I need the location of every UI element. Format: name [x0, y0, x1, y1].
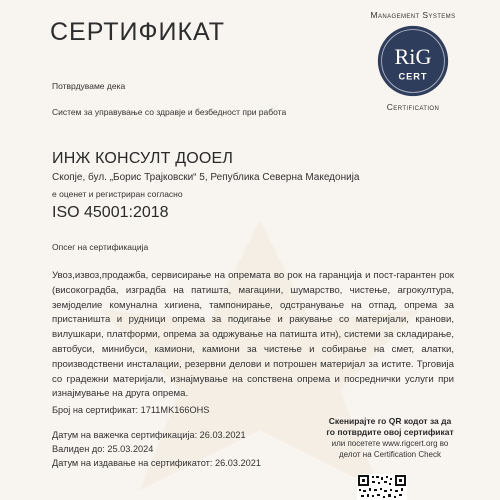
qr-line-2: го потврдите овој сертификат	[326, 427, 454, 437]
scope-label: Опсег на сертификација	[52, 242, 149, 252]
valid-from-date: Датум на важечка сертификација: 26.03.2021	[52, 430, 246, 440]
management-system-line: Систем за управување со здравје и безбедност при работа	[52, 107, 287, 117]
company-address: Скопје, бул. „Борис Трајковски“ 5, Република Северна Македонија	[52, 172, 360, 183]
qr-verification-text	[310, 416, 470, 460]
rig-cert-logo-icon	[376, 24, 450, 98]
valid-to-date: Валиден до: 25.03.2024	[52, 444, 154, 454]
confirm-line: Потврдуваме дека	[52, 81, 126, 91]
qr-line-3: или посетете www.rigcert.org во	[331, 439, 449, 448]
standard-label: ISO 45001:2018	[52, 204, 169, 221]
certification-seal	[358, 10, 468, 112]
assessed-line: е оценет и регистриран согласно	[52, 189, 183, 199]
seal-logo-sub: CERT	[398, 71, 428, 82]
page-title: СЕРТИФИКАТ	[50, 18, 226, 46]
seal-logo-main: RiG	[394, 43, 432, 69]
company-name: ИНЖ КОНСУЛТ ДООЕЛ	[52, 150, 234, 167]
seal-top-text: Management Systems	[370, 10, 456, 20]
seal-bottom-text: Certification	[386, 102, 440, 112]
scope-text: Увоз,извоз,продажба, сервисирање на опремата во рок на гаранција и пост-гарантен рок (високоградба, изградба на патишта, магацини, шумарство, чистење, агрокултура, земјоделие комунална хигиена, тампонирање, одстранување на отпад, опрема за пристаништа и рудници опрема за подигање и ракување со материјали, кранови, вилушкари, платформи, опрема за одржување на патишта итн), системи за складирање, автобуси, минибуси, камиони, камиони за чистење и собирање на смет, алатки, производствени инсталации, резервни делови и потрошен материјал за истите. Трговија со градежни материјали, изнајмување на сопствена опрема и посреднички услуги при изнајмување на друга опрема.	[52, 270, 454, 400]
qr-line-1: Скенирајте го QR кодот за да	[328, 416, 452, 426]
qr-code-icon[interactable]	[357, 474, 407, 500]
qr-line-4: делот на Certification Check	[339, 450, 441, 459]
issue-date: Датум на издавање на сертификатот: 26.03.2021	[52, 458, 261, 468]
certificate-number: Број на сертификат: 1711MK166OHS	[52, 405, 210, 415]
